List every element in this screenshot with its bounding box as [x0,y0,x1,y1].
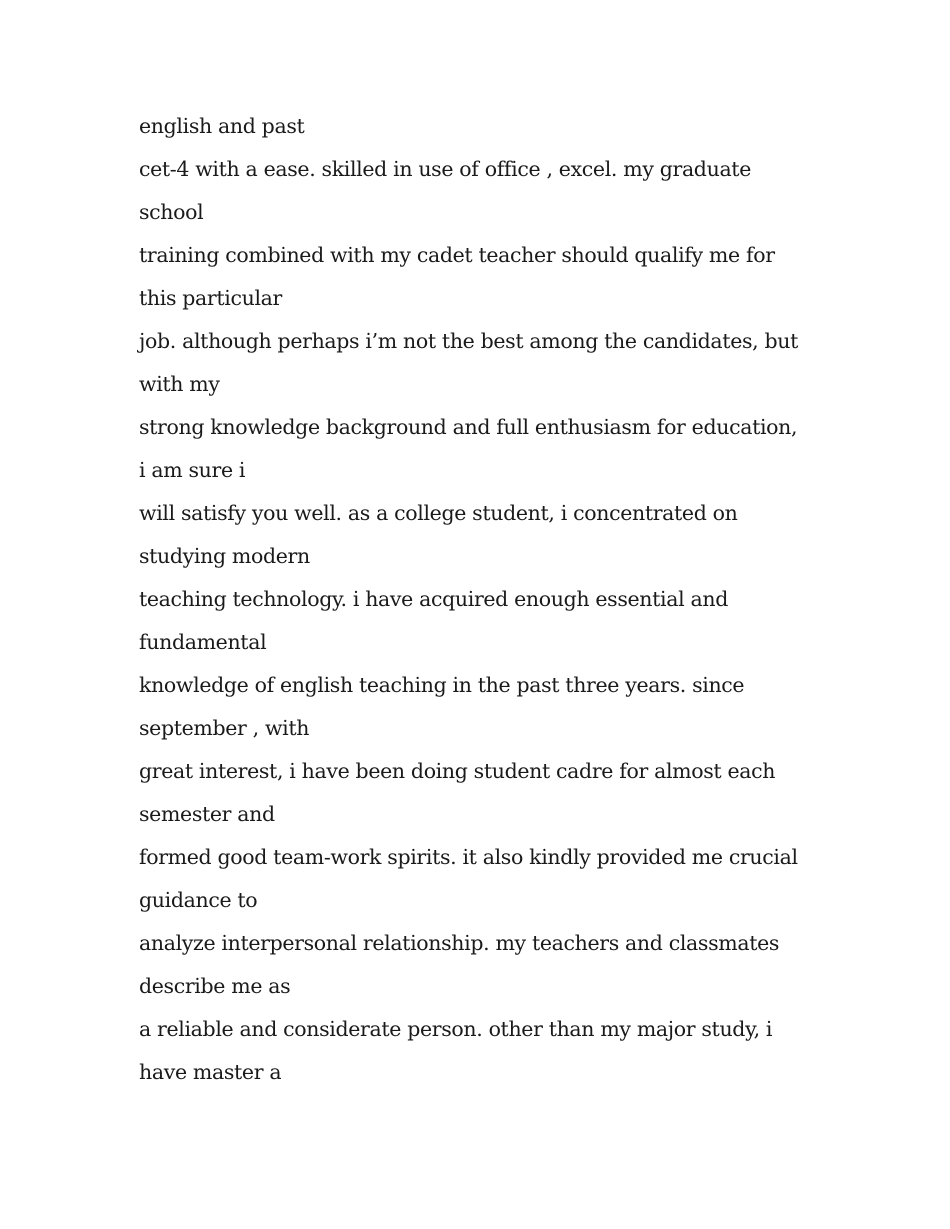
text-line: formed good team-work spirits. it also kindly provided me crucial [139,845,798,869]
text-line: studying modern [139,544,310,568]
text-line: job. although perhaps i’m not the best among the candidates, but [139,329,798,353]
text-line: describe me as [139,974,291,998]
text-line: knowledge of english teaching in the past three years. since [139,673,745,697]
text-line: fundamental [139,630,267,654]
text-line: great interest, i have been doing student cadre for almost each [139,759,776,783]
body-text [139,105,829,1094]
text-line: english and past [139,114,305,138]
text-line: september , with [139,716,310,740]
text-line: analyze interpersonal relationship. my teachers and classmates [139,931,780,955]
text-line: have master a [139,1060,282,1084]
text-line: teaching technology. i have acquired enough essential and [139,587,728,611]
text-line: a reliable and considerate person. other than my major study, i [139,1017,773,1041]
text-line: guidance to [139,888,258,912]
text-line: i am sure i [139,458,246,482]
text-line: semester and [139,802,275,826]
text-line: school [139,200,204,224]
text-line: this particular [139,286,282,310]
text-line: strong knowledge background and full enthusiasm for education, [139,415,798,439]
text-line: with my [139,372,220,396]
text-line: cet-4 with a ease. skilled in use of office , excel. my graduate [139,157,751,181]
text-line: will satisfy you well. as a college student, i concentrated on [139,501,738,525]
text-line: training combined with my cadet teacher should qualify me for [139,243,775,267]
